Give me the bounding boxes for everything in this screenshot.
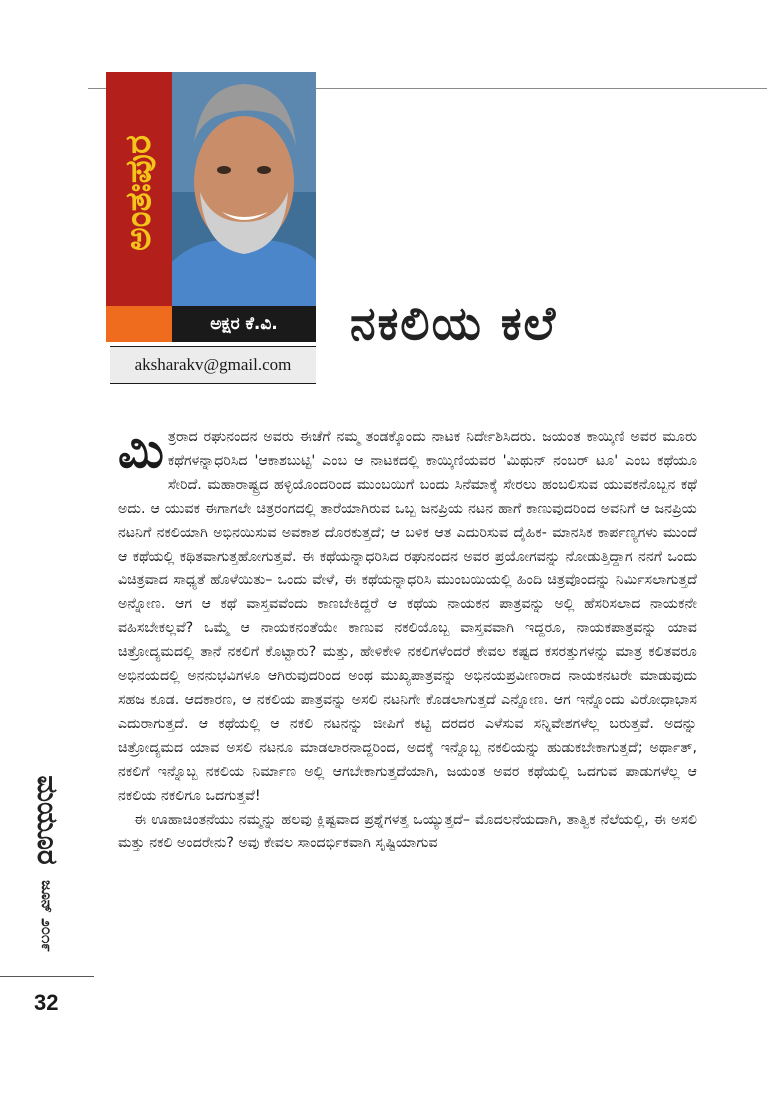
drop-cap: ಮಿ — [118, 426, 164, 479]
article-title: ನಕಲಿಯ ಕಲೆ — [350, 296, 558, 350]
article-paragraph — [118, 426, 697, 809]
author-band — [106, 306, 316, 342]
article-body — [118, 426, 697, 986]
author-name: ಅಕ್ಷರ ಕೆ.ವಿ. — [172, 306, 316, 342]
author-portrait-image — [172, 72, 316, 306]
column-banner — [106, 72, 172, 314]
author-band-accent — [106, 306, 172, 342]
author-email[interactable]: aksharakv@gmail.com — [110, 346, 316, 384]
author-portrait — [172, 72, 316, 306]
column-title: ಅಂತಃಪುರ — [118, 134, 159, 252]
article-paragraph: ಈ ಊಹಾಚಿಂತನೆಯು ನಮ್ಮನ್ನು ಹಲವು ಕ್ಲಿಷ್ಟವಾದ ಪ್ರಶ್ನೆಗಳತ್ತ ಒಯ್ಯುತ್ತದೆ– ಮೊದಲನೆಯದಾಗಿ, ತಾತ್ವಿಕ ನೆಲೆಯಲ್ಲಿ, ಈ ಅಸಲಿ ಮತ್ತು ನಕಲಿ ಅಂದರೇನು? ಅವು ಕೇವಲ ಸಾಂದರ್ಭಿಕವಾಗಿ ಸೃಷ್ಟಿಯಾಗುವ — [118, 811, 697, 852]
page-number: 32 — [34, 990, 59, 1015]
issue-date: ಜೂನ್ ೨೦೧೯ — [38, 880, 56, 952]
magazine-name: ಮಯೂರ — [31, 775, 64, 865]
paragraph-text: ತ್ರರಾದ ರಘುನಂದನ ಅವರು ಈಚೆಗೆ ನಮ್ಮ ತಂಡಕ್ಕೊಂದು ನಾಟಕ ನಿರ್ದೇಶಿಸಿದರು. ಜಯಂತ ಕಾಯ್ಕಿಣಿ ಅವರ ಮೂರು ಕಥೆಗಳನ್ನಾಧರಿಸಿದ 'ಆಕಾಶಬುಟ್ಟಿ' ಎಂಬ ಆ ನಾಟಕದಲ್ಲಿ ಕಾಯ್ಕಿಣಿಯವರ 'ಮಿಥುನ್ ನಂಬರ್ ಟೂ' ಎಂಬ ಕಥೆಯೂ ಸೇರಿದೆ. ಮಹಾರಾಷ್ಟ್ರದ ಹಳ್ಳಿಯೊಂದರಿಂದ ಮುಂಬಯಿಗೆ ಬಂದು ಸಿನೆಮಾಕ್ಕೆ ಸೇರಲು ಹಂಬಲಿಸುವ ಯುವಕನೊಬ್ಬನ ಕಥೆ ಅದು. ಆ ಯುವಕ ಈಗಾಗಲೇ ಚಿತ್ರರಂಗದಲ್ಲಿ ತಾರೆಯಾಗಿರುವ ಒಬ್ಬ ಜನಪ್ರಿಯ ನಟನ ಹಾಗೆ ಕಾಣುವುದರಿಂದ ಅವನಿಗೆ ಆ ಜನಪ್ರಿಯ ನಟನಿಗೆ ನಕಲಿಯಾಗಿ ಅಭಿನಯಿಸುವ ಅವಕಾಶ ದೊರಕುತ್ತದೆ; ಆ ಬಳಿಕ ಆತ ಎದುರಿಸುವ ದೈಹಿಕ- ಮಾನಸಿಕ ಕಾರ್ಪಣ್ಯಗಳು ಮುಂದೆ ಆ ಕಥೆಯಲ್ಲಿ ಕಥಿತವಾಗುತ್ತಹೋಗುತ್ತವೆ. ಈ ಕಥೆಯನ್ನಾಧರಿಸಿದ ರಘುನಂದನ ಅವರ ಪ್ರಯೋಗವನ್ನು ನೋಡುತ್ತಿದ್ದಾಗ ನನಗೆ ಒಂದು ವಿಚಿತ್ರವಾದ ಸಾಧ್ಯತೆ ಹೊಳೆಯಿತು– ಒಂದು ವೇಳೆ, ಈ ಕಥೆಯನ್ನಾಧರಿಸಿ ಮುಂಬಯಿಯಲ್ಲಿ ಹಿಂದಿ ಚಿತ್ರವೊಂದನ್ನು ನಿರ್ಮಿಸಲಾಗುತ್ತದೆ ಅನ್ನೋಣ. ಆಗ ಆ ಕಥೆ ವಾಸ್ತವವೆಂದು ಕಾಣಬೇಕಿದ್ದರೆ ಆ ಕಥೆಯ ನಾಯಕನ ಪಾತ್ರವನ್ನು ಅಲ್ಲಿ ಹೆಸರಿಸಲಾದ ನಾಯಕನೇ ವಹಿಸಬೇಕಲ್ಲವೆ? ಒಮ್ಮೆ ಆ ನಾಯಕನಂತೆಯೇ ಕಾಣುವ ನಕಲಿಯೊಬ್ಬ ವಾಸ್ತವವಾಗಿ ಇದ್ದರೂ, ನಾಯಕಪಾತ್ರವನ್ನು ಯಾವ ಚಿತ್ರೋದ್ಯಮದಲ್ಲಿ ತಾನೆ ನಕಲಿಗೆ ಕೊಟ್ಟಾರು? ಮತ್ತು, ಹೇಳಿಕೇಳಿ ನಕಲಿಗಳೆಂದರೆ ಕೇವಲ ಕಷ್ಟದ ಕಸರತ್ತುಗಳನ್ನು ಮಾತ್ರ ಕಲಿತವರೂ ಅಭಿನಯದಲ್ಲಿ ಅನನುಭವಿಗಳೂ ಆಗಿರುವುದರಿಂದ ಅಂಥ ಮುಖ್ಯಪಾತ್ರವನ್ನು ಅಭಿನಯಪ್ರವೀಣರಾದ ನಾಯಕನಟರೇ ಮಾಡುವುದು ಸಹಜ ಕೂಡ. ಆದಕಾರಣ, ಆ ನಕಲಿಯ ಪಾತ್ರವನ್ನು ಅಸಲಿ ನಟನಿಗೇ ಕೊಡಲಾಗುತ್ತದೆ ಎನ್ನೋಣ. ಆಗ ಇನ್ನೊಂದು ವಿರೋಧಾಭಾಸ ಎದುರಾಗುತ್ತದೆ. ಆ ಕಥೆಯಲ್ಲಿ ಆ ನಕಲಿ ನಟನನ್ನು ಜೀಪಿಗೆ ಕಟ್ಟಿ ದರದರ ಎಳೆಸುವ ಸನ್ನಿವೇಶಗಳೆಲ್ಲ ಬರುತ್ತವೆ. ಅದನ್ನು ಚಿತ್ರೋದ್ಯಮದ ಯಾವ ಅಸಲಿ ನಟನೂ ಮಾಡಲಾರನಾದ್ದರಿಂದ, ಅದಕ್ಕೆ ಇನ್ನೊಬ್ಬ ನಕಲಿಯನ್ನು ಹುಡುಕಬೇಕಾಗುತ್ತದೆ; ಅರ್ಥಾತ್, ನಕಲಿಗೆ ಇನ್ನೊಬ್ಬ ನಕಲಿಯ ನಿರ್ಮಾಣ ಅಲ್ಲಿ ಆಗಬೇಕಾಗುತ್ತದೆಯಾಗಿ, ಜಯಂತ ಅವರ ಕಥೆಯಲ್ಲಿ ಒದಗುವ ಪಾಡುಗಳೆಲ್ಲ ಆ ನಕಲಿಯ ನಕಲಿಗೂ ಒದಗುತ್ತವೆ! — [118, 429, 697, 804]
footer-rule — [0, 976, 94, 977]
